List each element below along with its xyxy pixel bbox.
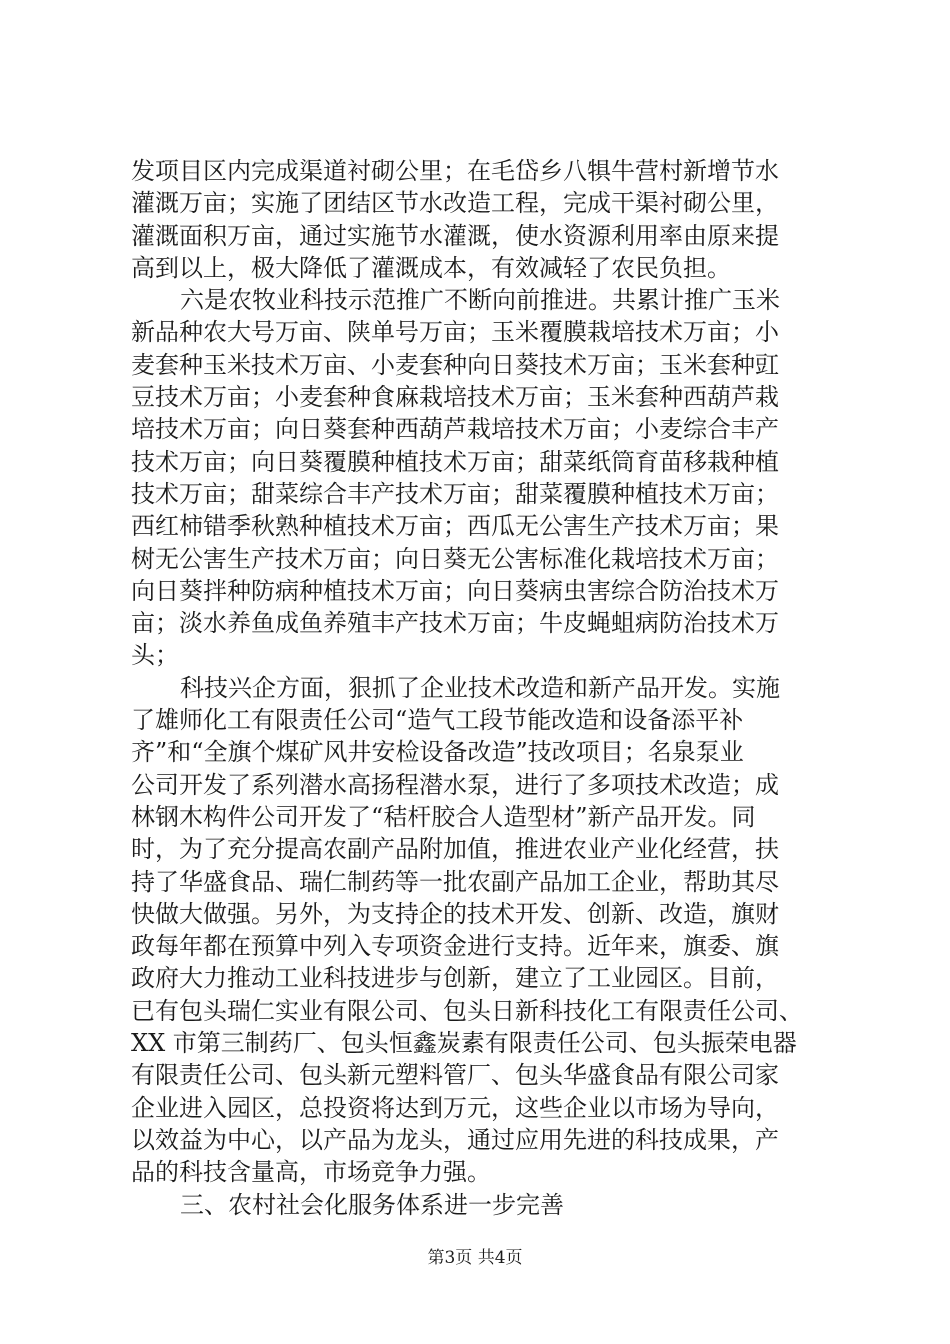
text-line: 新品种农大号万亩、陕单号万亩；玉米覆膜栽培技术万亩；小 xyxy=(131,318,779,347)
page-footer: 第3页 共4页 xyxy=(427,1248,523,1268)
text-line: 时，为了充分提高农副产品附加值，推进农业产业化经营，扶 xyxy=(131,835,779,864)
text-line: 三、农村社会化服务体系进一步完善 xyxy=(180,1190,564,1219)
text-line: 培技术万亩；向日葵套种西葫芦栽培技术万亩；小麦综合丰产 xyxy=(131,415,779,444)
text-line: 了雄师化工有限责任公司“造气工段节能改造和设备添平补 xyxy=(131,706,744,735)
text-line: 技术万亩；甜菜综合丰产技术万亩；甜菜覆膜种植技术万亩； xyxy=(131,479,779,508)
text-line: 品的科技含量高，市场竞争力强。 xyxy=(131,1158,491,1187)
text-line: 持了华盛食品、瑞仁制药等一批农副产品加工企业，帮助其尽 xyxy=(131,867,779,896)
text-line: XX 市第三制药厂、包头恒鑫炭素有限责任公司、包头振荣电器 xyxy=(131,1029,797,1058)
text-line: 齐”和“全旗个煤矿风井安检设备改造”技改项目；名泉泵业 xyxy=(131,738,744,767)
text-line: 科技兴企方面，狠抓了企业技术改造和新产品开发。实施 xyxy=(180,673,780,702)
text-line: 豆技术万亩；小麦套种食麻栽培技术万亩；玉米套种西葫芦栽 xyxy=(131,383,779,412)
text-line: 高到以上，极大降低了灌溉成本，有效减轻了农民负担。 xyxy=(131,253,731,282)
text-line: 头； xyxy=(131,641,179,670)
document-body xyxy=(131,155,831,1221)
text-line: 向日葵拌种防病种植技术万亩；向日葵病虫害综合防治技术万 xyxy=(131,576,779,605)
text-line: 林钢木构件公司开发了“秸杆胶合人造型材”新产品开发。同 xyxy=(131,802,756,831)
text-line: 发项目区内完成渠道衬砌公里；在毛岱乡八犋牛营村新增节水 xyxy=(131,157,779,185)
text-line: 灌溉万亩；实施了团结区节水改造工程，完成干渠衬砌公里， xyxy=(131,189,779,218)
text-line: 麦套种玉米技术万亩、小麦套种向日葵技术万亩；玉米套种豇 xyxy=(131,350,779,379)
text-line: 快做大做强。另外，为支持企的技术开发、创新、改造，旗财 xyxy=(131,899,779,928)
text-line: 政每年都在预算中列入专项资金进行支持。近年来，旗委、旗 xyxy=(131,932,779,961)
text-line: 政府大力推动工业科技进步与创新，建立了工业园区。目前， xyxy=(131,964,779,993)
text-line: 企业进入园区，总投资将达到万元，这些企业以市场为导向， xyxy=(131,1093,779,1122)
text-line: 技术万亩；向日葵覆膜种植技术万亩；甜菜纸筒育苗移栽种植 xyxy=(131,447,779,476)
text-line: 六是农牧业科技示范推广不断向前推进。共累计推广玉米 xyxy=(180,286,780,315)
text-line: 以效益为中心，以产品为龙头，通过应用先进的科技成果，产 xyxy=(131,1125,779,1154)
text-line: 公司开发了系列潜水高扬程潜水泵，进行了多项技术改造；成 xyxy=(131,770,779,799)
text-line: 亩；淡水养鱼成鱼养殖丰产技术万亩；牛皮蝇蛆病防治技术万 xyxy=(131,609,779,638)
text-line: 有限责任公司、包头新元塑料管厂、包头华盛食品有限公司家 xyxy=(131,1061,779,1090)
text-line: 已有包头瑞仁实业有限公司、包头日新科技化工有限责任公司、 xyxy=(131,996,803,1025)
text-line: 灌溉面积万亩，通过实施节水灌溉，使水资源利用率由原来提 xyxy=(131,221,779,250)
text-line: 树无公害生产技术万亩；向日葵无公害标准化栽培技术万亩； xyxy=(131,544,779,573)
text-line: 西红柿错季秋熟种植技术万亩；西瓜无公害生产技术万亩；果 xyxy=(131,512,779,541)
